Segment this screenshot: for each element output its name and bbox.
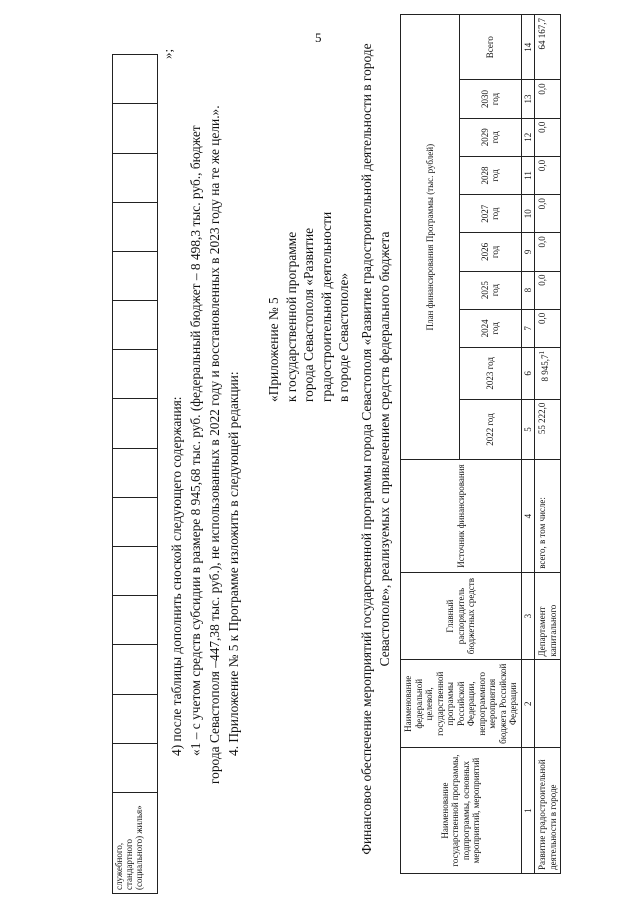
page-number: 5 [315, 30, 322, 45]
header-year: 2026 год [459, 233, 521, 271]
column-number: 9 [521, 233, 535, 271]
fragment-cell [113, 350, 158, 399]
fragment-cell [113, 596, 158, 645]
header-year: 2025 год [459, 271, 521, 309]
paragraph-footnote-intro: 4) после таблицы дополнить сноской следующего содержания: [169, 396, 184, 756]
fragment-cell [113, 448, 158, 497]
fragment-first-cell: служебного, стандартного (социального) жилья» [113, 793, 158, 894]
fragment-cell [113, 301, 158, 350]
fragment-cell [113, 497, 158, 546]
appendix-line: «Приложение № 5 [266, 297, 281, 402]
fragment-cell [113, 153, 158, 202]
header-funding-source: Источник финансирования [401, 460, 522, 572]
row-budget-distributor: Департамент капитального [535, 572, 561, 660]
header-federal-program: Наименование федеральной целевой, государственной программы Российской Федерации, непрограммного мероприятия бюджета Российской Федерации [401, 660, 522, 748]
header-year: 2024 год [459, 309, 521, 347]
fragment-cell [113, 694, 158, 743]
appendix-line: города Севастополя «Развитие [301, 227, 316, 402]
financing-table [400, 14, 561, 874]
column-number: 6 [521, 347, 535, 399]
row-value-2024: 0,0 [535, 309, 561, 347]
fragment-cell [113, 202, 158, 251]
previous-table-fragment [112, 54, 158, 894]
footnote-mark: 1 [538, 350, 546, 355]
row-federal-program [535, 660, 561, 748]
column-number-row [521, 15, 535, 874]
value-text: 8 945,7 [540, 354, 550, 382]
paragraph-footnote-text-cont: города Севастополя –447,38 тыс. руб.), не использованных в 2022 году и восстановленных в 2023 году на те же цели.». [207, 105, 222, 784]
row-value-2023 [535, 347, 561, 399]
header-year: 2030 год [459, 80, 521, 118]
header-year: 2027 год [459, 195, 521, 233]
fragment-cell [113, 104, 158, 153]
appendix-line: градостроительной деятельности [318, 211, 334, 402]
header-program-name: Наименование государственной программы, подпрограммы, основных мероприятий, мероприятий [401, 748, 522, 874]
header-total: Всего [459, 15, 521, 80]
header-year: 2028 год [459, 156, 521, 194]
header-year: 2022 год [459, 399, 521, 460]
column-number: 10 [521, 195, 535, 233]
fragment-cell [113, 55, 158, 104]
row-value-2030: 0,0 [535, 80, 561, 118]
row-value-2025: 0,0 [535, 271, 561, 309]
appendix-line: в городе Севастополе» [336, 272, 351, 402]
column-number: 11 [521, 156, 535, 194]
fragment-cell [113, 743, 158, 792]
header-year: 2023 год [459, 347, 521, 399]
financing-title: Финансовое обеспечение мероприятий государственной программы города Севастополя «Развитие градостроительной деятельности в городе Севастополе», реализуемых с привлечением средств федерального бюджета [359, 43, 392, 855]
fragment-cell [113, 251, 158, 300]
paragraph-appendix-intro: 4. Приложение № 5 к Программе изложить в следующей редакции: [226, 371, 241, 756]
row-value-2026: 0,0 [535, 233, 561, 271]
column-number: 14 [521, 15, 535, 80]
row-program-name: Развитие градостроительной деятельности в городе [535, 748, 561, 874]
fragment-cell [113, 547, 158, 596]
fragment-cell [113, 645, 158, 694]
column-number: 7 [521, 309, 535, 347]
row-value-2022: 55 222,0 [535, 399, 561, 460]
paragraph-footnote-text: «1 – с учетом средств субсидии в размере 8 945,68 тыс. руб. (федеральный бюджет – 8 498,3 тыс. руб., бюджет [188, 125, 203, 756]
column-number: 3 [521, 572, 535, 660]
row-value-total: 64 167,7 [535, 15, 561, 80]
column-number: 1 [521, 748, 535, 874]
appendix-line: к государственной программе [283, 231, 299, 402]
column-number: 5 [521, 399, 535, 460]
row-funding-source: всего, в том числе: [535, 460, 561, 572]
column-number: 4 [521, 460, 535, 572]
header-financing-plan: План финансирования Программы (тыс. рублей) [401, 15, 460, 460]
appendix-header [265, 152, 353, 402]
column-number: 13 [521, 80, 535, 118]
table-row [535, 15, 561, 874]
closing-mark: »; [160, 48, 175, 59]
header-budget-distributor: Главный распорядитель бюджетных средств [401, 572, 522, 660]
fragment-cell [113, 399, 158, 448]
row-value-2028: 0,0 [535, 156, 561, 194]
header-year: 2029 год [459, 118, 521, 156]
row-value-2029: 0,0 [535, 118, 561, 156]
column-number: 8 [521, 271, 535, 309]
row-value-2027: 0,0 [535, 195, 561, 233]
column-number: 2 [521, 660, 535, 748]
column-number: 12 [521, 118, 535, 156]
